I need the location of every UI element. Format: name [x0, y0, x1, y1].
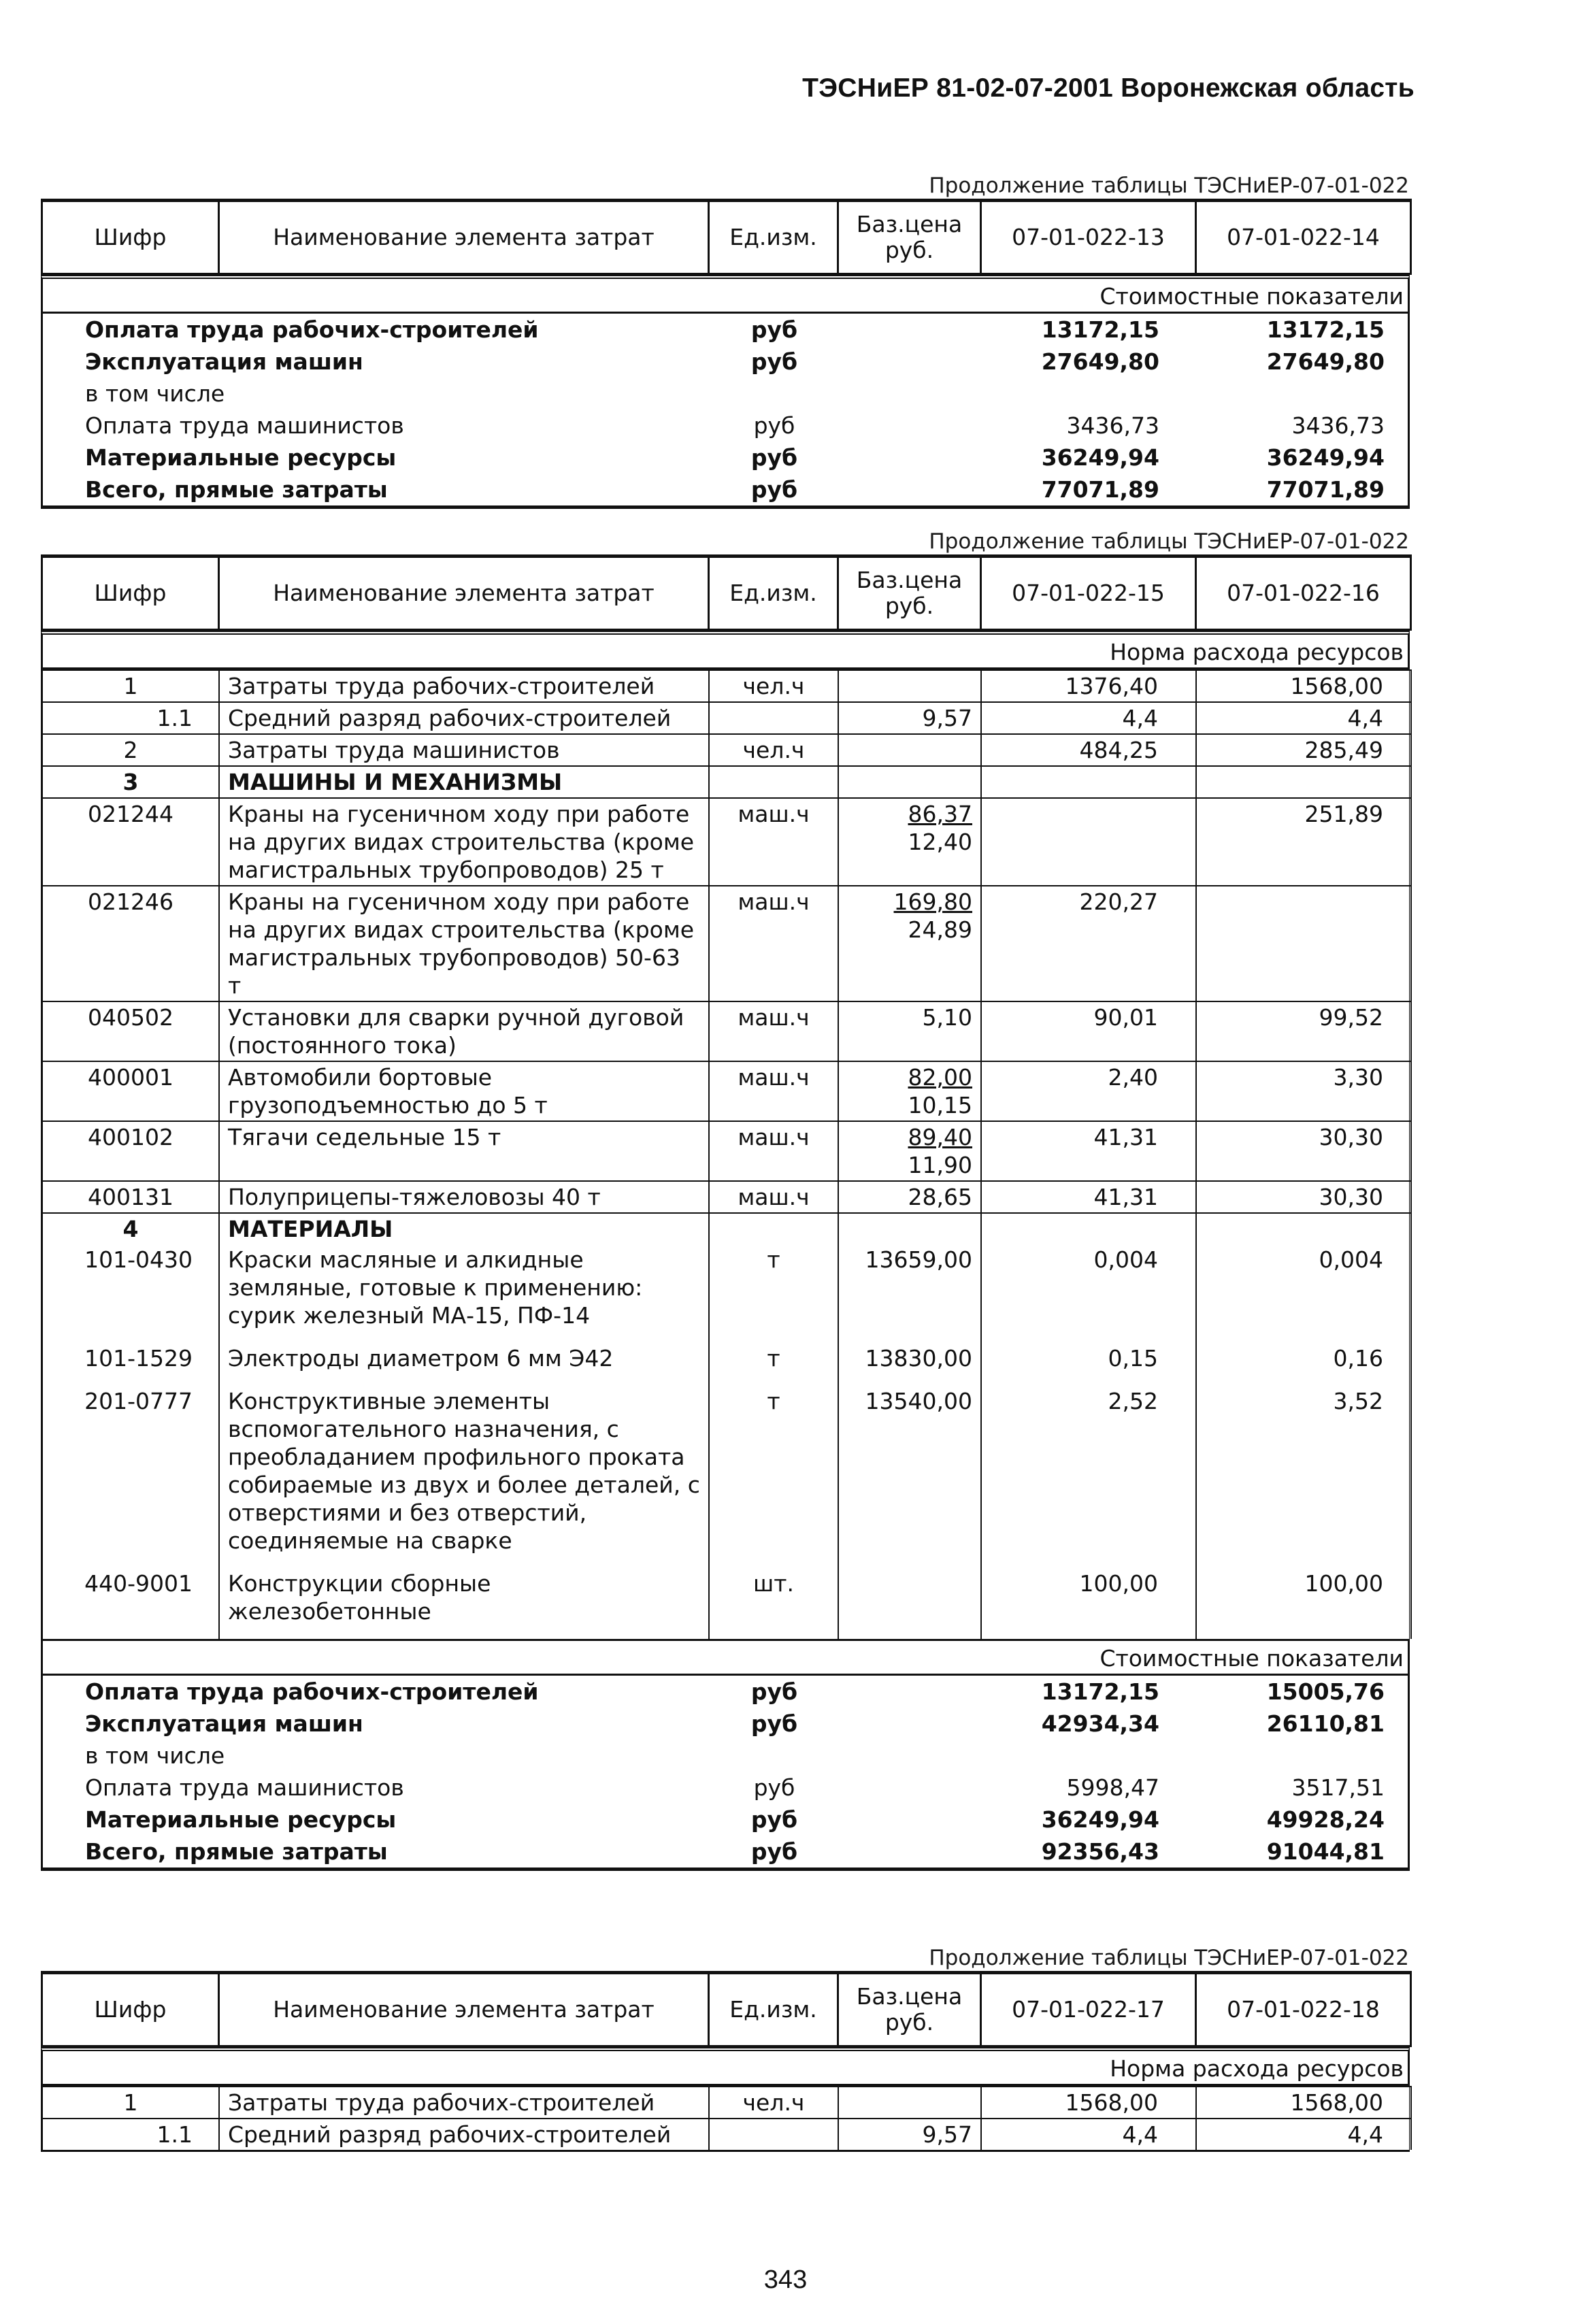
page-number: 343 — [763, 2265, 808, 2294]
section-row — [42, 1181, 1411, 1213]
cell-value-col6: 0,004 — [1196, 1244, 1411, 1343]
column-header-name: Наименование элемента затрат — [219, 201, 709, 274]
summary-label: Всего, прямые затраты — [85, 1838, 388, 1865]
summary-value-col5: 27649,80 — [1041, 348, 1159, 375]
summary-value-col5: 36249,94 — [1041, 1806, 1159, 1833]
summary-unit: руб — [750, 1806, 798, 1833]
summary-empty — [839, 346, 982, 378]
price-total: 13830,00 — [865, 1345, 972, 1372]
cell-name: Краны на гусеничном ходу при работе на других видах строительства (кроме магистральных трубопроводов) 50-63 т — [219, 886, 709, 1001]
cell-code: 021246 — [42, 886, 219, 1001]
summary-table — [43, 1676, 1412, 1868]
table-header — [41, 1971, 1412, 2047]
cell-value-col5: 484,25 — [981, 734, 1196, 766]
cell-unit: шт. — [709, 1568, 838, 1639]
summary-empty — [839, 1740, 982, 1772]
summary-row — [43, 346, 1412, 378]
summary-unit: руб — [753, 412, 795, 439]
table-1 — [41, 199, 1410, 509]
price-machinist: 12,40 — [908, 829, 972, 855]
column-header-col5: 07-01-022-17 — [981, 1973, 1196, 2046]
section-row — [42, 886, 1411, 1001]
summary-label: Всего, прямые затраты — [85, 476, 388, 503]
cell-name: Установки для сварки ручной дуговой (постоянного тока) — [219, 1001, 709, 1061]
cell-base-price — [838, 886, 981, 1001]
cell-name: Затраты труда рабочих-строителей — [219, 2087, 709, 2119]
cell-base-price — [838, 1213, 981, 1244]
cell-unit — [709, 766, 838, 798]
summary-unit: руб — [750, 444, 798, 471]
cell-value-col5: 90,01 — [981, 1001, 1196, 1061]
cell-value-col6 — [1196, 1213, 1411, 1244]
cell-name: Затраты труда рабочих-строителей — [219, 670, 709, 702]
summary-value-col5 — [982, 1740, 1197, 1772]
summary-unit: руб — [750, 1710, 798, 1737]
cell-unit: маш.ч — [709, 1121, 838, 1181]
cell-unit: т — [709, 1244, 838, 1343]
summary-box — [41, 1676, 1410, 1871]
cell-name: Тягачи седельные 15 т — [219, 1121, 709, 1181]
cell-value-col6: 4,4 — [1196, 2119, 1411, 2150]
summary-label: Оплата труда рабочих-строителей — [85, 316, 539, 343]
cell-name: Средний разряд рабочих-строителей — [219, 2119, 709, 2150]
summary-value-col6: 3436,73 — [1291, 412, 1385, 439]
summary-value-col5: 5998,47 — [1066, 1774, 1159, 1801]
cell-value-col5 — [981, 798, 1196, 886]
summary-value-col5: 77071,89 — [1041, 476, 1159, 503]
cell-name: Краны на гусеничном ходу при работе на других видах строительства (кроме магистральных трубопроводов) 25 т — [219, 798, 709, 886]
cell-name: Затраты труда машинистов — [219, 734, 709, 766]
cell-unit: чел.ч — [709, 2087, 838, 2119]
cell-code: 201-0777 — [42, 1386, 219, 1568]
summary-value-col6: 13172,15 — [1266, 316, 1385, 343]
cell-value-col6: 251,89 — [1196, 798, 1411, 886]
cell-name: Электроды диаметром 6 мм Э42 — [219, 1343, 709, 1386]
summary-value-col6: 49928,24 — [1266, 1806, 1385, 1833]
cell-code: 400131 — [42, 1181, 219, 1213]
summary-row — [43, 474, 1412, 505]
summary-label: Эксплуатация машин — [85, 1710, 363, 1737]
summary-label: Материальные ресурсы — [85, 444, 397, 471]
column-header-base-price: Баз.цена руб. — [838, 201, 981, 274]
cell-value-col6: 3,52 — [1196, 1386, 1411, 1568]
summary-unit: руб — [750, 1838, 798, 1865]
cell-code: 3 — [42, 766, 219, 798]
price-machinist: 11,90 — [908, 1152, 972, 1178]
cell-value-col5: 0,15 — [981, 1343, 1196, 1386]
cell-value-col6: 3,30 — [1196, 1061, 1411, 1121]
summary-value-col5: 92356,43 — [1041, 1838, 1159, 1865]
summary-value-col5: 13172,15 — [1041, 316, 1159, 343]
table-caption: Продолжение таблицы ТЭСНиЕР-07-01-022 — [929, 173, 1409, 198]
cell-code: 1.1 — [42, 2119, 219, 2150]
cell-value-col6: 30,30 — [1196, 1181, 1411, 1213]
summary-value-col6: 36249,94 — [1266, 444, 1385, 471]
cell-value-col6: 1568,00 — [1196, 2087, 1411, 2119]
summary-value-col6 — [1197, 1740, 1412, 1772]
cell-code: 440-9001 — [42, 1568, 219, 1639]
cell-name: Средний разряд рабочих-строителей — [219, 702, 709, 734]
cell-value-col6: 30,30 — [1196, 1121, 1411, 1181]
table-header — [41, 554, 1412, 631]
summary-row — [43, 1676, 1412, 1708]
summary-unit: руб — [750, 1678, 798, 1705]
summary-label: Оплата труда машинистов — [85, 1774, 404, 1801]
section-row — [42, 798, 1411, 886]
cell-unit: т — [709, 1343, 838, 1386]
cell-base-price — [838, 1061, 981, 1121]
cell-value-col5: 2,40 — [981, 1061, 1196, 1121]
cell-base-price — [838, 766, 981, 798]
price-total: 5,10 — [922, 1004, 972, 1031]
cell-value-col6 — [1196, 886, 1411, 1001]
cell-value-col5: 41,31 — [981, 1121, 1196, 1181]
summary-value-col5 — [982, 378, 1197, 410]
summary-empty — [839, 474, 982, 505]
summary-label: в том числе — [85, 380, 225, 407]
summary-row — [43, 1804, 1412, 1836]
cell-base-price — [838, 670, 981, 702]
table-row — [42, 702, 1411, 734]
section-row — [42, 734, 1411, 766]
section-row — [42, 1001, 1411, 1061]
cell-name: Конструктивные элементы вспомогательного назначения, с преобладанием профильного проката собираемые из двух и более деталей, с отверстиями и без отверстий, соединяемые на сварке — [219, 1386, 709, 1568]
cell-code: 1 — [42, 670, 219, 702]
summary-row — [43, 1708, 1412, 1740]
cell-value-col5: 2,52 — [981, 1386, 1196, 1568]
column-header-unit: Ед.изм. — [709, 557, 838, 630]
cell-unit: маш.ч — [709, 1001, 838, 1061]
section-row — [42, 1213, 1411, 1244]
price-total: 9,57 — [922, 2121, 972, 2148]
price-total: 28,65 — [908, 1184, 972, 1210]
cell-value-col6: 100,00 — [1196, 1568, 1411, 1639]
summary-row — [43, 1740, 1412, 1772]
summary-value-col6: 91044,81 — [1266, 1838, 1385, 1865]
summary-row — [43, 314, 1412, 346]
summary-value-col5: 36249,94 — [1041, 444, 1159, 471]
summary-empty — [839, 314, 982, 346]
summary-value-col6: 27649,80 — [1266, 348, 1385, 375]
table-row — [42, 1343, 1411, 1386]
price-total: 13540,00 — [865, 1388, 972, 1414]
summary-label: Материальные ресурсы — [85, 1806, 397, 1833]
cell-unit: чел.ч — [709, 734, 838, 766]
cell-code: 2 — [42, 734, 219, 766]
cell-base-price — [838, 1343, 981, 1386]
cell-value-col5: 220,27 — [981, 886, 1196, 1001]
document-header: ТЭСНиЕР 81-02-07-2001 Воронежская область — [802, 73, 1415, 103]
summary-label: Оплата труда рабочих-строителей — [85, 1678, 539, 1705]
cell-unit: чел.ч — [709, 670, 838, 702]
summary-unit: руб — [753, 1774, 795, 1801]
cell-value-col6: 4,4 — [1196, 702, 1411, 734]
column-header-name: Наименование элемента затрат — [219, 1973, 709, 2046]
cost-section-header: Стоимостные показатели — [41, 1639, 1410, 1676]
section-row — [42, 1121, 1411, 1181]
column-header-base-price: Баз.цена руб. — [838, 557, 981, 630]
summary-empty — [839, 1772, 982, 1804]
summary-value-col5: 42934,34 — [1041, 1710, 1159, 1737]
summary-empty — [839, 378, 982, 410]
table-3 — [41, 1971, 1410, 2152]
cell-value-col6: 0,16 — [1196, 1343, 1411, 1386]
summary-empty — [839, 410, 982, 442]
column-header-unit: Ед.изм. — [709, 1973, 838, 2046]
cell-value-col5: 1568,00 — [981, 2087, 1196, 2119]
table-row — [42, 1244, 1411, 1343]
cell-unit: маш.ч — [709, 886, 838, 1001]
price-total: 89,40 — [908, 1124, 972, 1150]
column-header-base-price: Баз.цена руб. — [838, 1973, 981, 2046]
price-machinist: 10,15 — [908, 1092, 972, 1118]
section-row — [42, 1061, 1411, 1121]
cell-unit: т — [709, 1386, 838, 1568]
summary-empty — [839, 1836, 982, 1868]
cell-unit: маш.ч — [709, 1181, 838, 1213]
table-caption: Продолжение таблицы ТЭСНиЕР-07-01-022 — [929, 1946, 1409, 1970]
summary-row — [43, 410, 1412, 442]
cell-unit — [709, 702, 838, 734]
cell-value-col6: 285,49 — [1196, 734, 1411, 766]
summary-unit: руб — [750, 476, 798, 503]
cell-value-col6: 99,52 — [1196, 1001, 1411, 1061]
price-total: 86,37 — [908, 801, 972, 827]
summary-value-col6 — [1197, 378, 1412, 410]
cell-unit: маш.ч — [709, 1061, 838, 1121]
summary-row — [43, 378, 1412, 410]
cell-value-col5 — [981, 766, 1196, 798]
cell-value-col5: 4,4 — [981, 702, 1196, 734]
summary-box — [41, 314, 1410, 509]
resource-table — [42, 669, 1412, 1639]
summary-value-col5: 3436,73 — [1066, 412, 1159, 439]
resource-table — [42, 2086, 1412, 2150]
column-header-unit: Ед.изм. — [709, 201, 838, 274]
cell-code: 400102 — [42, 1121, 219, 1181]
table-caption: Продолжение таблицы ТЭСНиЕР-07-01-022 — [929, 529, 1409, 554]
cell-value-col6 — [1196, 766, 1411, 798]
summary-value-col6: 26110,81 — [1266, 1710, 1385, 1737]
cell-base-price — [838, 1244, 981, 1343]
table-row — [42, 2119, 1411, 2150]
section-row — [42, 766, 1411, 798]
cell-value-col6: 1568,00 — [1196, 670, 1411, 702]
table-row — [42, 1568, 1411, 1639]
column-header-name: Наименование элемента затрат — [219, 557, 709, 630]
price-total: 169,80 — [893, 889, 972, 915]
column-header-col5: 07-01-022-15 — [981, 557, 1196, 630]
summary-table — [43, 314, 1412, 505]
cell-base-price — [838, 798, 981, 886]
column-header-col5: 07-01-022-13 — [981, 201, 1196, 274]
summary-empty — [839, 1708, 982, 1740]
summary-empty — [839, 1804, 982, 1836]
cost-section-header: Стоимостные показатели — [41, 275, 1410, 314]
cell-code: 040502 — [42, 1001, 219, 1061]
cell-base-price — [838, 1001, 981, 1061]
summary-row — [43, 442, 1412, 474]
price-machinist: 24,89 — [908, 916, 972, 943]
cell-code: 101-0430 — [42, 1244, 219, 1343]
summary-row — [43, 1836, 1412, 1868]
cell-value-col5 — [981, 1213, 1196, 1244]
column-header-col6: 07-01-022-16 — [1196, 557, 1411, 630]
summary-unit: руб — [750, 348, 798, 375]
summary-unit — [710, 1740, 839, 1772]
column-header-col6: 07-01-022-14 — [1196, 201, 1411, 274]
column-header-code: Шифр — [42, 1973, 219, 2046]
table-2 — [41, 554, 1410, 1871]
cell-base-price — [838, 702, 981, 734]
summary-unit — [710, 378, 839, 410]
cell-base-price — [838, 1568, 981, 1639]
cell-name: МАТЕРИАЛЫ — [219, 1213, 709, 1244]
summary-label: в том числе — [85, 1742, 225, 1769]
norm-section-header: Норма расхода ресурсов — [41, 2047, 1410, 2086]
summary-empty — [839, 1676, 982, 1708]
cell-unit — [709, 2119, 838, 2150]
summary-unit: руб — [750, 316, 798, 343]
section-row — [42, 2087, 1411, 2119]
cell-name: Автомобили бортовые грузоподъемностью до 5 т — [219, 1061, 709, 1121]
summary-label: Оплата труда машинистов — [85, 412, 404, 439]
cell-unit — [709, 1213, 838, 1244]
table-row — [42, 1386, 1411, 1568]
cell-code: 101-1529 — [42, 1343, 219, 1386]
cell-base-price — [838, 1181, 981, 1213]
cell-code: 021244 — [42, 798, 219, 886]
cell-name: Конструкции сборные железобетонные — [219, 1568, 709, 1639]
price-total: 13659,00 — [865, 1246, 972, 1273]
column-header-code: Шифр — [42, 201, 219, 274]
cell-code: 4 — [42, 1213, 219, 1244]
cell-code: 1 — [42, 2087, 219, 2119]
cell-base-price — [838, 1386, 981, 1568]
cell-base-price — [838, 2119, 981, 2150]
cell-name: Краски масляные и алкидные земляные, готовые к применению: сурик железный МА-15, ПФ-14 — [219, 1244, 709, 1343]
summary-value-col6: 3517,51 — [1291, 1774, 1385, 1801]
cell-value-col5: 41,31 — [981, 1181, 1196, 1213]
cell-value-col5: 0,004 — [981, 1244, 1196, 1343]
cell-value-col5: 1376,40 — [981, 670, 1196, 702]
summary-empty — [839, 442, 982, 474]
price-total: 9,57 — [922, 705, 972, 731]
summary-value-col6: 15005,76 — [1266, 1678, 1385, 1705]
cell-unit: маш.ч — [709, 798, 838, 886]
summary-value-col6: 77071,89 — [1266, 476, 1385, 503]
price-total: 82,00 — [908, 1064, 972, 1091]
summary-label: Эксплуатация машин — [85, 348, 363, 375]
summary-row — [43, 1772, 1412, 1804]
cell-base-price — [838, 2087, 981, 2119]
cell-code: 1.1 — [42, 702, 219, 734]
section-row — [42, 670, 1411, 702]
cell-value-col5: 100,00 — [981, 1568, 1196, 1639]
cell-base-price — [838, 1121, 981, 1181]
table-header — [41, 199, 1412, 275]
column-header-col6: 07-01-022-18 — [1196, 1973, 1411, 2046]
cell-name: Полуприцепы-тяжеловозы 40 т — [219, 1181, 709, 1213]
column-header-code: Шифр — [42, 557, 219, 630]
cell-base-price — [838, 734, 981, 766]
cell-code: 400001 — [42, 1061, 219, 1121]
cell-value-col5: 4,4 — [981, 2119, 1196, 2150]
norm-section-header: Норма расхода ресурсов — [41, 631, 1410, 669]
summary-value-col5: 13172,15 — [1041, 1678, 1159, 1705]
cell-name: МАШИНЫ И МЕХАНИЗМЫ — [219, 766, 709, 798]
